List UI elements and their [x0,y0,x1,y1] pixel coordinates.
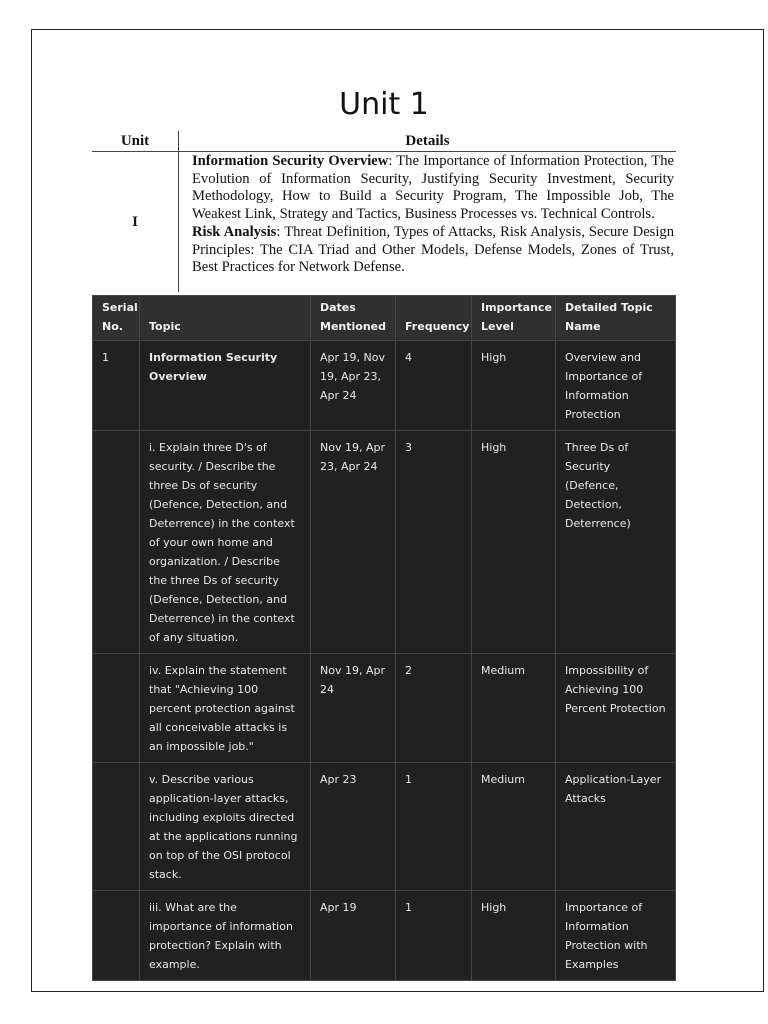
header-topic: Topic [140,296,311,341]
cell-importance: High [472,341,556,431]
page-title: Unit 1 [339,87,429,122]
table-row [93,763,676,891]
cell-dates: Apr 19 [311,891,396,981]
table-row [93,341,676,431]
syllabus-details [179,152,676,292]
syllabus-body-row [92,152,676,292]
cell-dates: Apr 19, Nov 19, Apr 23, Apr 24 [311,341,396,431]
table-row [93,431,676,654]
header-dates: Dates Mentioned [311,296,396,341]
cell-importance: Medium [472,763,556,891]
cell-topic: i. Explain three D's of security. / Describe the three Ds of security (Defence, Detection, and Deterrence) in the context of your own home and organization. / Describe the three Ds of security (Defence, Detection, and Deterrence) in the context of any situation. [140,431,311,654]
table-row [93,891,676,981]
cell-detailed: Three Ds of Security (Defence, Detection, Deterrence) [556,431,676,654]
cell-serial [93,654,140,763]
cell-detailed: Application-Layer Attacks [556,763,676,891]
table-header-row [93,296,676,341]
syllabus-header-details: Details [405,133,450,149]
table-row [93,654,676,763]
cell-serial [93,891,140,981]
cell-frequency: 2 [396,654,472,763]
cell-topic: iv. Explain the statement that "Achieving 100 percent protection against all conceivable attacks is an impossible job." [140,654,311,763]
cell-topic: iii. What are the importance of information protection? Explain with example. [140,891,311,981]
section-title-overview: Information Security Overview [192,153,389,169]
cell-frequency: 4 [396,341,472,431]
header-frequency: Frequency [396,296,472,341]
cell-frequency: 1 [396,891,472,981]
header-serial: Serial No. [93,296,140,341]
syllabus-excerpt [92,131,676,292]
cell-serial: 1 [93,341,140,431]
header-detailed: Detailed Topic Name [556,296,676,341]
cell-detailed: Importance of Information Protection with Examples [556,891,676,981]
section-text-risk: : Threat Definition, Types of Attacks, Risk Analysis, Secure Design Principles: The CIA Triad and Other Models, Defense Models, Zones of Trust, Best Practices for Network Defense. [192,223,674,276]
cell-importance: Medium [472,654,556,763]
cell-dates: Apr 23 [311,763,396,891]
cell-dates: Nov 19, Apr 24 [311,654,396,763]
cell-importance: High [472,891,556,981]
topics-table [92,295,676,981]
cell-importance: High [472,431,556,654]
syllabus-header-row [92,131,676,152]
section-text-overview: : The Importance of Information Protection, The Evolution of Information Security, Justifying Security Investment, Security Methodology, How to Build a Security Program, The Impossible Job, The Weakest Link, Strategy and Tactics, Business Processes vs. Technical Controls. [192,153,674,223]
section-title-risk: Risk Analysis [192,223,277,240]
cell-dates: Nov 19, Apr 23, Apr 24 [311,431,396,654]
cell-topic: v. Describe various application-layer attacks, including exploits directed at the applications running on top of the OSI protocol stack. [140,763,311,891]
cell-detailed: Overview and Importance of Information Protection [556,341,676,431]
header-importance: Importance Level [472,296,556,341]
cell-serial [93,431,140,654]
syllabus-unit-number: I [92,152,179,292]
syllabus-header-unit: Unit [92,131,179,151]
cell-frequency: 3 [396,431,472,654]
cell-frequency: 1 [396,763,472,891]
cell-serial [93,763,140,891]
cell-detailed: Impossibility of Achieving 100 Percent Protection [556,654,676,763]
cell-topic: Information Security Overview [140,341,311,431]
